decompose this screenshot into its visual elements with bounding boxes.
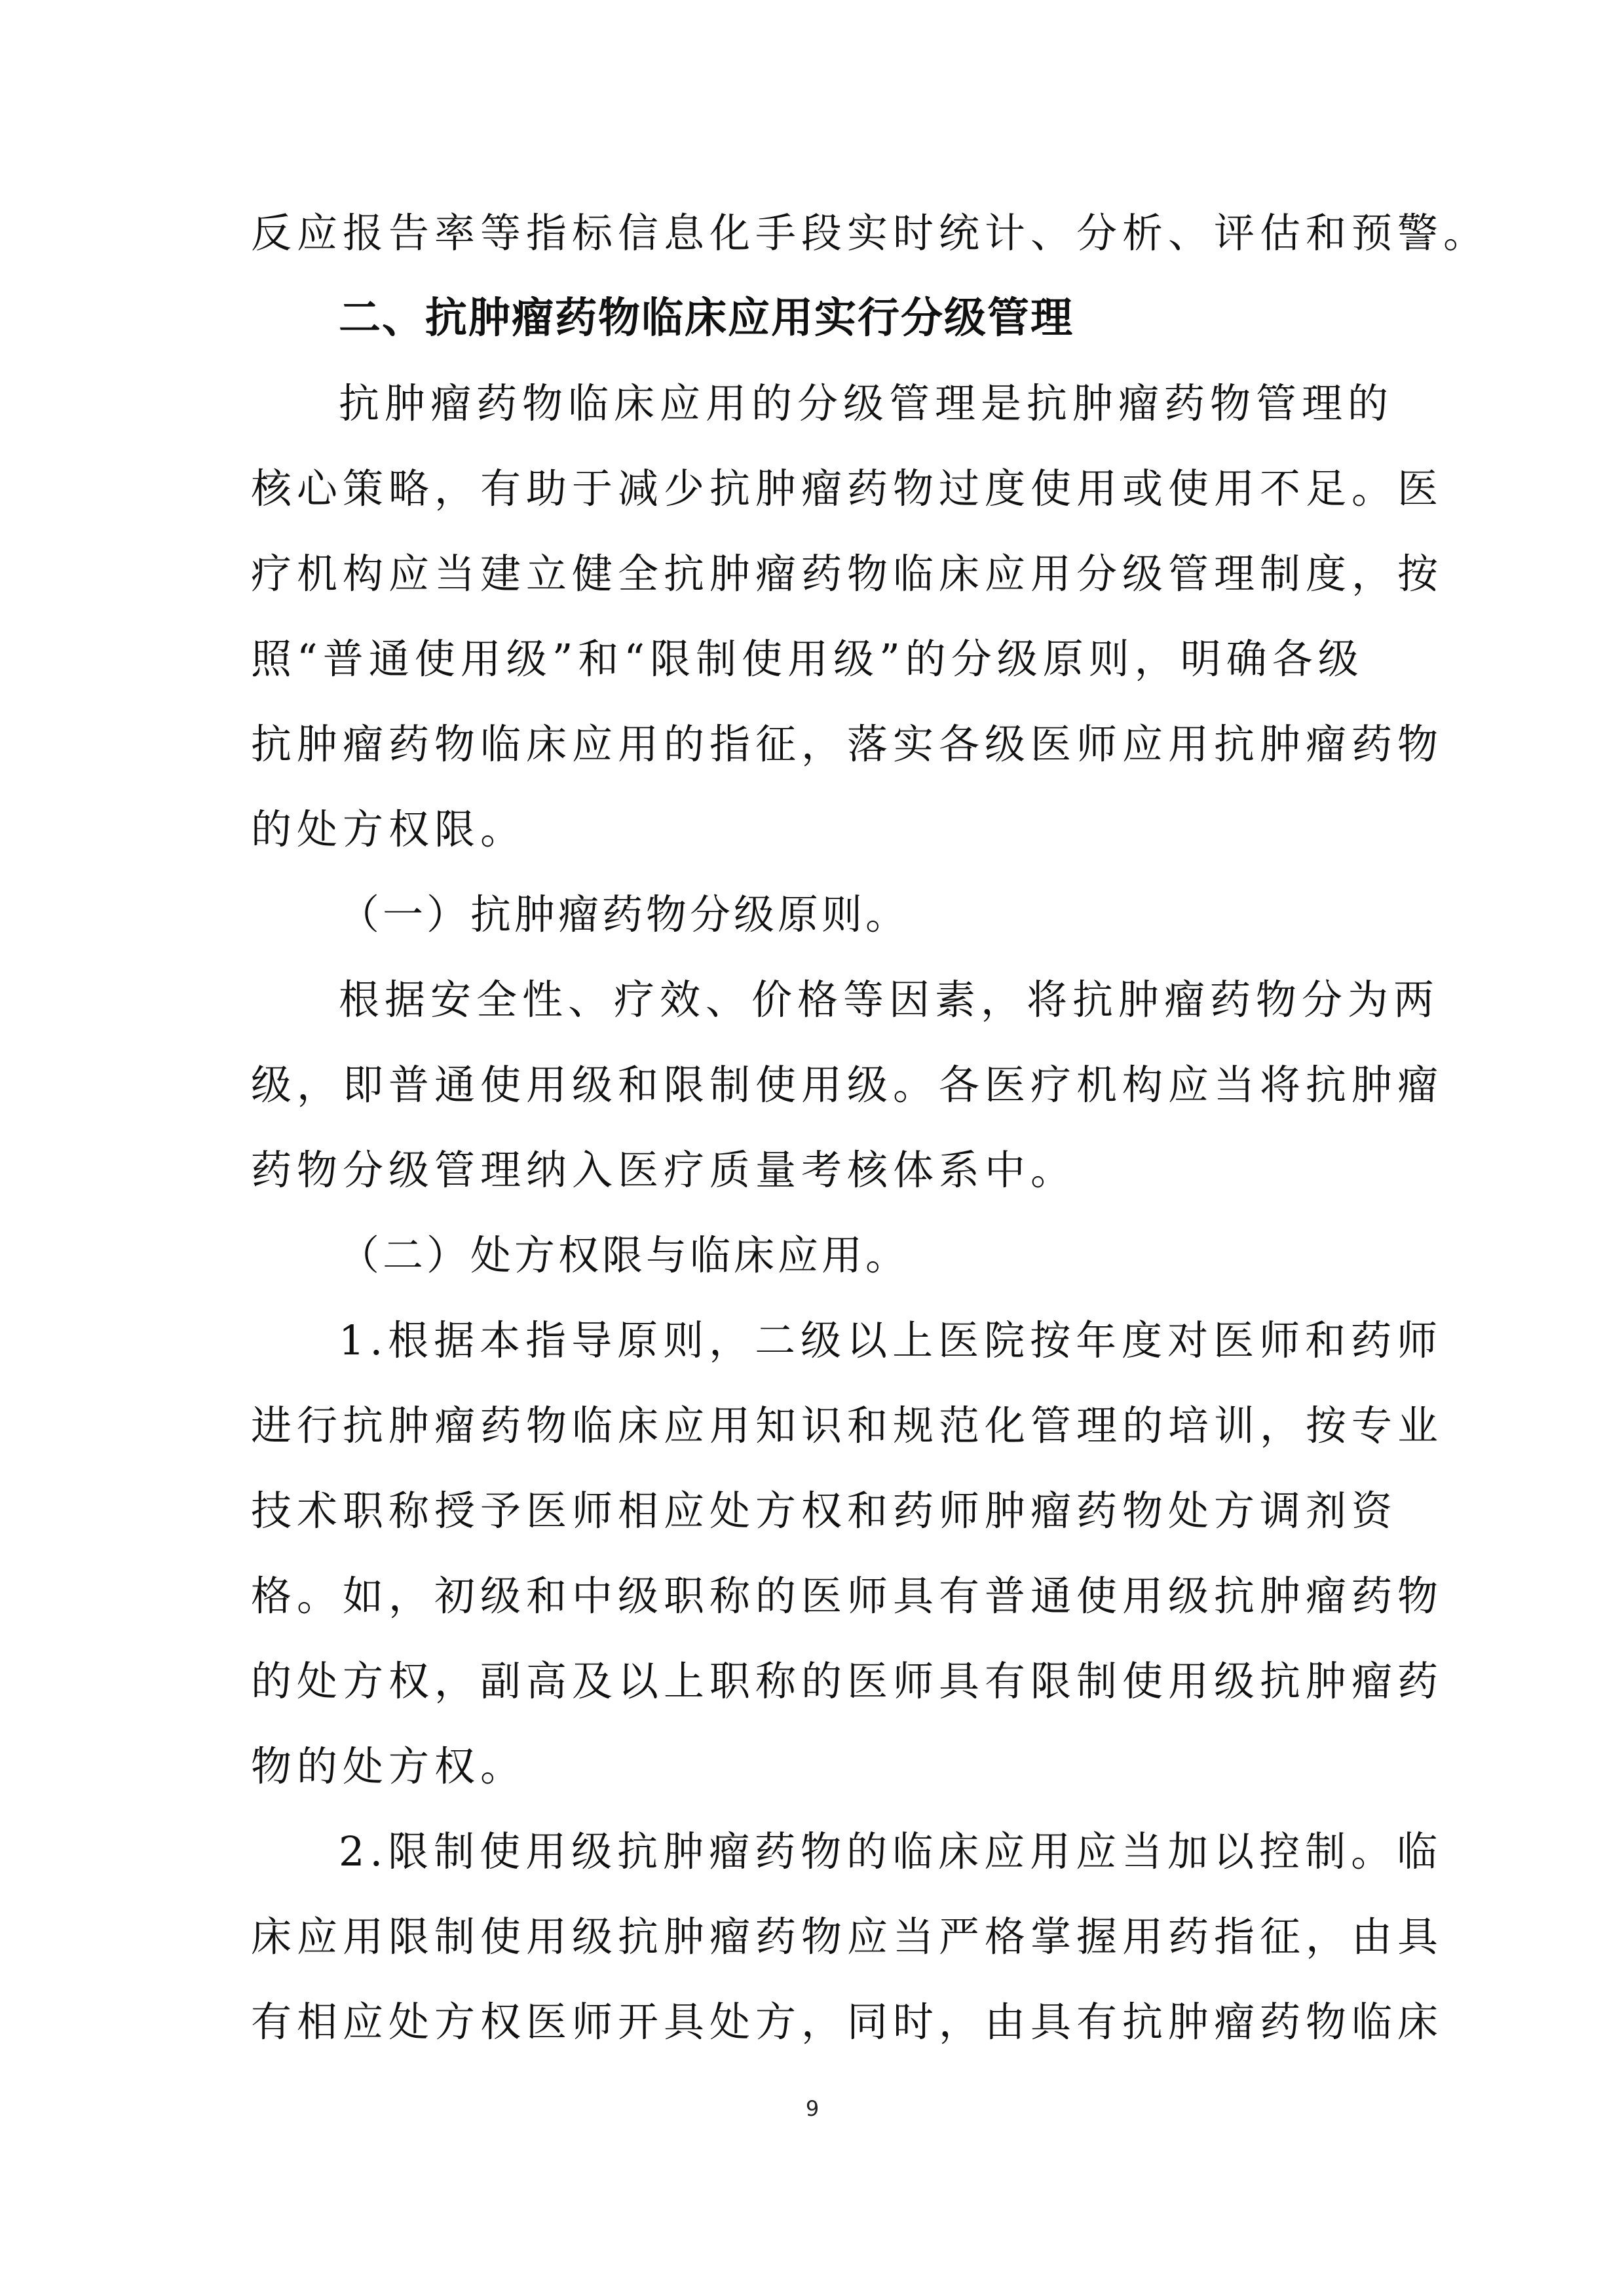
- paragraph-line: 抗肿瘤药物临床应用的分级管理是抗肿瘤药物管理的: [339, 379, 1394, 427]
- paragraph-line: 核心策略，有助于减少抗肿瘤药物过度使用或使用不足。医: [251, 465, 1444, 512]
- paragraph-line: 的处方权限。: [251, 805, 527, 853]
- paragraph-line: 1.根据本指导原则，二级以上医院按年度对医师和药师: [339, 1316, 1443, 1364]
- paragraph-line: 的处方权，副高及以上职称的医师具有限制使用级抗肿瘤药: [251, 1657, 1444, 1705]
- paragraph-line: 根据安全性、疗效、价格等因素，将抗肿瘤药物分为两: [339, 976, 1440, 1024]
- paragraph-line: 抗肿瘤药物临床应用的指征，落实各级医师应用抗肿瘤药物: [251, 720, 1444, 768]
- section-heading: 二、抗肿瘤药物临床应用实行分级管理: [339, 294, 1074, 343]
- subsection-heading: （二）处方权限与临床应用。: [339, 1231, 910, 1279]
- paragraph-line: 进行抗肿瘤药物临床应用知识和规范化管理的培训，按专业: [251, 1402, 1444, 1449]
- paragraph-line: 有相应处方权医师开具处方，同时，由具有抗肿瘤药物临床: [251, 1998, 1444, 2046]
- paragraph-line: 级，即普通使用级和限制使用级。各医疗机构应当将抗肿瘤: [251, 1061, 1444, 1109]
- paragraph-line: 2.限制使用级抗肿瘤药物的临床应用应当加以控制。临: [339, 1827, 1443, 1875]
- page-number: 9: [805, 2096, 820, 2121]
- paragraph-line: 药物分级管理纳入医疗质量考核体系中。: [251, 1146, 1077, 1194]
- subsection-heading: （一）抗肿瘤药物分级原则。: [339, 890, 910, 938]
- paragraph-line: 物的处方权。: [251, 1742, 527, 1790]
- paragraph-line: 技术职称授予医师相应处方权和药师肿瘤药物处方调剂资: [251, 1487, 1398, 1535]
- paragraph-line: 床应用限制使用级抗肿瘤药物应当严格掌握用药指征，由具: [251, 1913, 1444, 1961]
- paragraph-line: 反应报告率等指标信息化手段实时统计、分析、评估和预警。: [251, 209, 1490, 257]
- paragraph-line: 格。如，初级和中级职称的医师具有普通使用级抗肿瘤药物: [251, 1572, 1444, 1620]
- paragraph-line: 疗机构应当建立健全抗肿瘤药物临床应用分级管理制度，按: [251, 550, 1444, 598]
- paragraph-line: 照“普通使用级”和“限制使用级”的分级原则，明确各级: [251, 635, 1364, 683]
